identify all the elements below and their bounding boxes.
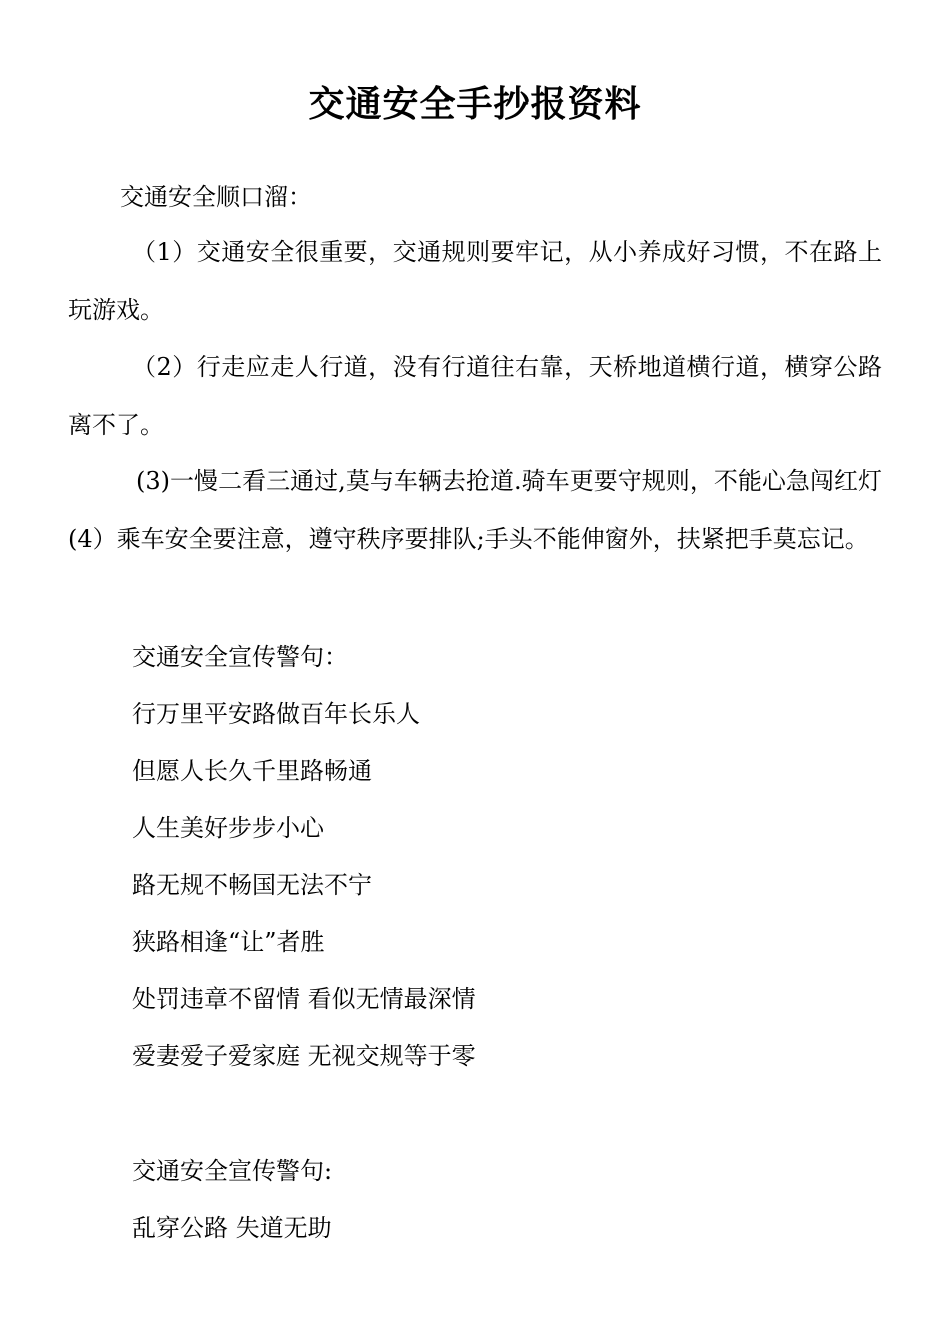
- rhyme-paragraph-2: （2）行走应走人行道，没有行道往右靠，天桥地道横行道，横穿公路离不了。: [68, 353, 882, 439]
- slogan-line: 狭路相逢“让”者胜: [132, 928, 325, 956]
- slogan-line: 但愿人长久千里路畅通: [132, 757, 372, 785]
- section-heading-slogans: 交通安全宣传警句：: [132, 643, 348, 671]
- slogan-line: 行万里平安路做百年长乐人: [132, 700, 420, 728]
- section-heading-rhymes: 交通安全顺口溜：: [120, 183, 312, 211]
- slogan-line: 处罚违章不留情 看似无情最深情: [132, 985, 476, 1013]
- rhyme-paragraph-3-4: (3)一慢二看三通过,莫与车辆去抢道.骑车更要守规则，不能心急闯红灯(4）乘车安全要注意，遵守秩序要排队;手头不能伸窗外，扶紧把手莫忘记。: [68, 467, 882, 553]
- slogan-line: 乱穿公路 失道无助: [132, 1214, 332, 1242]
- slogan-line: 爱妻爱子爱家庭 无视交规等于零: [132, 1042, 476, 1070]
- slogan-line: 人生美好步步小心: [132, 814, 324, 842]
- slogan-line: 路无规不畅国无法不宁: [132, 871, 372, 899]
- document-title: 交通安全手抄报资料: [308, 83, 642, 125]
- rhyme-paragraph-1: （1）交通安全很重要，交通规则要牢记，从小养成好习惯，不在路上玩游戏。: [68, 238, 882, 324]
- section-heading-slogans-2: 交通安全宣传警句:: [132, 1157, 333, 1185]
